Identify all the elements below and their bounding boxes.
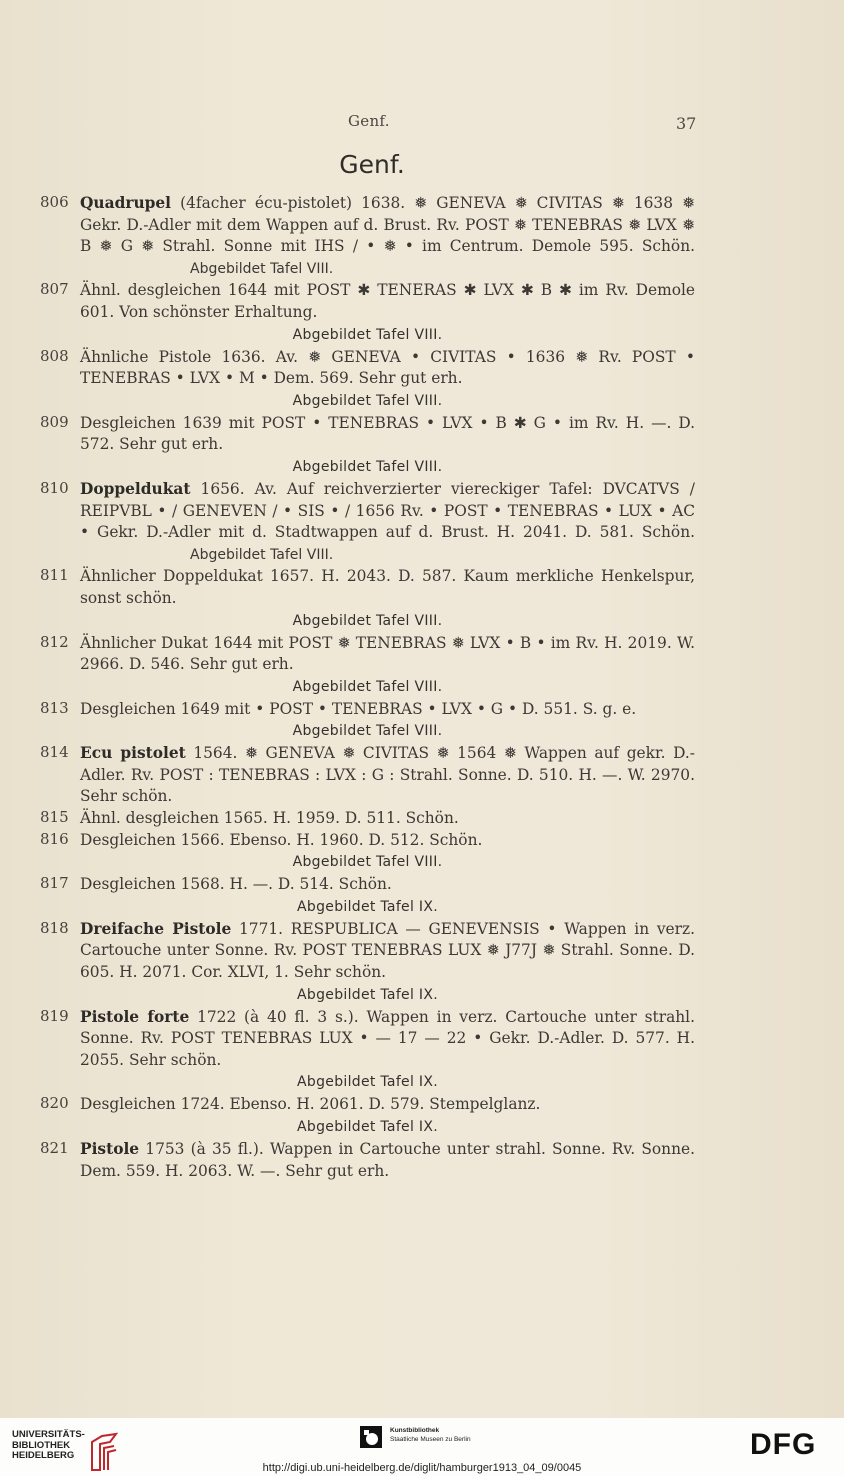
- catalog-entry: [40, 479, 695, 566]
- entry-description: [80, 919, 695, 984]
- plate-reference: Abgebildet Tafel IX.: [297, 898, 438, 915]
- entry-text: 1656. Av. Auf reichverzierter viereckiger Tafel: DVCATVS / REIPVBL • / GENEVEN / • SIS • / 1656 Rv. • POST • TENEBRAS • LUX • AC • Gekr. D.-Adler mit d. Stadtwappen auf d. Brust. H. 2041. D. 581. Schön.: [80, 479, 695, 542]
- entry-description: [80, 347, 695, 390]
- entry-description: [80, 1007, 695, 1072]
- entry-text: Desgleichen 1566. Ebenso. H. 1960. D. 512. Schön.: [80, 830, 483, 849]
- entry-text: 1753 (à 35 fl.). Wappen in Cartouche unter strahl. Sonne. Rv. Sonne. Dem. 559. H. 2063. W. —. Sehr gut erh.: [80, 1140, 695, 1180]
- catalog-entries: [40, 193, 695, 1182]
- plate-reference: Abgebildet Tafel VIII.: [292, 723, 443, 740]
- catalog-entry: [40, 1007, 695, 1095]
- catalog-entry: [40, 1094, 695, 1139]
- entry-number: 814: [40, 743, 69, 762]
- entry-number: 821: [40, 1139, 69, 1157]
- entry-description: [80, 830, 695, 852]
- entry-number: 807: [40, 280, 69, 299]
- plate-reference: Abgebildet Tafel VIII.: [292, 678, 443, 695]
- entry-number: 817: [40, 874, 69, 893]
- entry-description: [80, 808, 695, 830]
- running-head: [0, 112, 844, 136]
- catalog-entry: [40, 280, 695, 346]
- entry-text: Desgleichen 1639 mit POST • TENEBRAS • LVX • B ✱ G • im Rv. H. —. D. 572. Sehr gut erh.: [80, 413, 695, 454]
- plate-reference: Abgebildet Tafel VIII.: [292, 854, 443, 871]
- entry-description: [80, 479, 695, 566]
- entry-number: 818: [40, 918, 69, 937]
- entry-description: [80, 1094, 695, 1116]
- plate-reference: Abgebildet Tafel IX.: [297, 1074, 438, 1091]
- entry-description: [80, 633, 695, 676]
- kunstbibliothek-text: Kunstbibliothek Staatliche Museen zu Berlin: [390, 1427, 471, 1443]
- catalog-entry: [40, 1139, 695, 1182]
- entry-text: Ähnlicher Doppeldukat 1657. H. 2043. D. 587. Kaum merkliche Henkelspur, sonst schön.: [80, 567, 695, 607]
- entry-description: [80, 193, 695, 280]
- catalog-entry: [40, 919, 695, 1007]
- catalog-entry: [40, 633, 695, 699]
- catalog-entry: [40, 699, 695, 744]
- running-title: Genf.: [348, 112, 390, 130]
- entry-number: 810: [40, 478, 69, 497]
- entry-description: [80, 280, 695, 323]
- entry-coin-type: Ecu pistolet: [80, 744, 186, 763]
- catalog-entry: [40, 830, 695, 875]
- entry-number: 806: [40, 193, 69, 211]
- entry-number: 812: [40, 632, 69, 651]
- entry-number: 815: [40, 808, 69, 827]
- catalog-entry: [40, 193, 695, 280]
- entry-coin-type: Pistole forte: [80, 1007, 190, 1026]
- plate-reference: Abgebildet Tafel VIII.: [292, 326, 443, 343]
- entry-number: 816: [40, 829, 69, 848]
- plate-reference: Abgebildet Tafel VIII.: [190, 260, 334, 277]
- kunstbibliothek-icon: [360, 1426, 382, 1448]
- entry-coin-type: Doppeldukat: [80, 479, 191, 498]
- plate-reference: Abgebildet Tafel VIII.: [292, 458, 443, 475]
- plate-reference: Abgebildet Tafel IX.: [297, 1119, 438, 1135]
- page-title: Genf.: [339, 150, 405, 179]
- entry-description: [80, 743, 695, 808]
- catalog-entry: [40, 347, 695, 413]
- entry-text: Ähnliche Pistole 1636. Av. ❅ GENEVA • CIVITAS • 1636 ❅ Rv. POST • TENEBRAS • LVX • M • Dem. 569. Sehr gut erh.: [80, 347, 695, 388]
- entry-coin-type: Dreifache Pistole: [80, 919, 232, 938]
- entry-number: 813: [40, 698, 69, 717]
- catalog-entry: [40, 874, 695, 919]
- entry-text: Desgleichen 1568. H. —. D. 514. Schön.: [80, 875, 392, 894]
- entry-number: 808: [40, 346, 69, 365]
- entry-coin-type: Pistole: [80, 1140, 140, 1158]
- entry-coin-type: Quadrupel: [80, 194, 172, 212]
- catalog-entry: [40, 808, 695, 830]
- entry-number: 811: [40, 566, 69, 585]
- entry-text: (4facher écu-pistolet) 1638. ❅ GENEVA ❅ CIVITAS ❅ 1638 ❅ Gekr. D.-Adler mit dem Wappen auf d. Brust. Rv. POST ❅ TENEBRAS ❅ LVX ❅ B ❅ G ❅ Strahl. Sonne mit IHS / • ❅ • im Centrum. Demole 595. Schön.: [80, 194, 695, 256]
- catalog-entry: [40, 566, 695, 632]
- entry-text: Ähnl. desgleichen 1565. H. 1959. D. 511. Schön.: [80, 809, 459, 828]
- plate-reference: Abgebildet Tafel VIII.: [292, 392, 443, 409]
- entry-number: 819: [40, 1006, 69, 1025]
- entry-description: [80, 1139, 695, 1182]
- entry-text: Desgleichen 1649 mit • POST • TENEBRAS • LVX • G • D. 551. S. g. e.: [80, 699, 637, 718]
- plate-reference: Abgebildet Tafel VIII.: [190, 546, 334, 563]
- plate-reference: Abgebildet Tafel IX.: [297, 986, 438, 1003]
- footer-bar: [0, 1418, 844, 1476]
- entry-number: 809: [40, 412, 69, 431]
- dfg-logo[interactable]: DFG: [750, 1428, 817, 1461]
- entry-description: [80, 413, 695, 456]
- entry-text: 1722 (à 40 fl. 3 s.). Wappen in verz. Cartouche unter strahl. Sonne. Rv. POST TENEBRAS LUX • — 17 — 22 • Gekr. D.-Adler. D. 577. H. 2055. Sehr schön.: [80, 1007, 695, 1069]
- page-number: 37: [676, 114, 697, 133]
- kunstbibliothek-logo[interactable]: [360, 1424, 500, 1452]
- entry-text: 1564. ❅ GENEVA ❅ CIVITAS ❅ 1564 ❅ Wappen auf gekr. D.-Adler. Rv. POST : TENEBRAS : LVX : G : Strahl. Sonne. D. 510. H. —. W. 2970. Sehr schön.: [80, 744, 695, 806]
- entry-number: 820: [40, 1094, 69, 1113]
- entry-text: 1771. RESPUBLICA — GENEVENSIS • Wappen in verz. Cartouche unter Sonne. Rv. POST TENEBRAS LUX ❅ J77J ❅ Strahl. Sonne. D. 605. H. 2071. Cor. XLVI, 1. Sehr schön.: [80, 919, 695, 982]
- entry-text: Desgleichen 1724. Ebenso. H. 2061. D. 579. Stempelglanz.: [80, 1095, 541, 1114]
- catalog-entry: [40, 413, 695, 479]
- source-url-link[interactable]: http://digi.ub.uni-heidelberg.de/diglit/hamburger1913_04_09/0045: [262, 1462, 582, 1474]
- entry-description: [80, 566, 695, 609]
- plate-reference: Abgebildet Tafel VIII.: [292, 612, 443, 629]
- entry-description: [80, 699, 695, 721]
- catalog-entry: [40, 743, 695, 808]
- entry-text: Ähnl. desgleichen 1644 mit POST ✱ TENERAS ✱ LVX ✱ B ✱ im Rv. Demole 601. Von schönster Erhaltung.: [80, 281, 695, 321]
- entry-text: Ähnlicher Dukat 1644 mit POST ❅ TENEBRAS ❅ LVX • B • im Rv. H. 2019. W. 2966. D. 546. Sehr gut erh.: [80, 633, 695, 674]
- entry-description: [80, 874, 695, 896]
- ub-heidelberg-text: UNIVERSITÄTS- BIBLIOTHEK HEIDELBERG: [12, 1429, 85, 1461]
